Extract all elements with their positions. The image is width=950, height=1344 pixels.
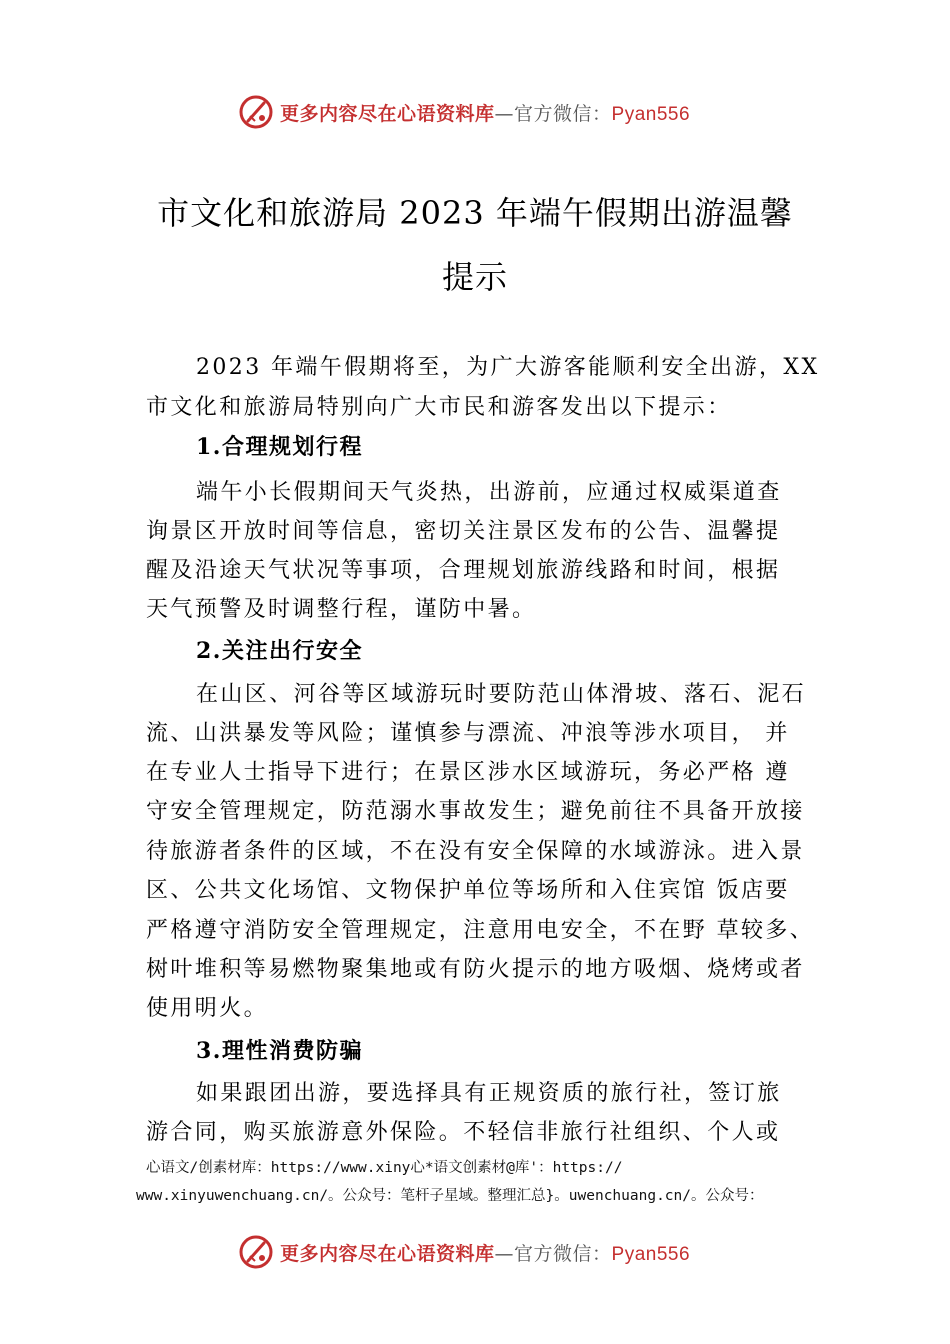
- paragraph-line: 醒及沿途天气状况等事项，合理规划旅游线路和时间，根据: [146, 558, 781, 583]
- banner-prefix: 更多内容尽在心语资料库: [280, 1243, 495, 1265]
- paragraph-line: 询景区开放时间等信息，密切关注景区发布的公告、温馨提: [146, 519, 781, 544]
- paragraph-line: 树叶堆积等易燃物聚集地或有防火提示的地方吸烟、烧烤或者: [146, 957, 805, 982]
- paragraph-line: 在山区、河谷等区域游玩时要防范山体滑坡、落石、泥石: [196, 682, 807, 707]
- intro-line-2: 市文化和旅游局特别向广大市民和游客发出以下提示：: [146, 395, 732, 420]
- paragraph-line: 游合同，购买旅游意外保险。不轻信非旅行社组织、个人或: [146, 1120, 781, 1145]
- pen-logo-icon: [238, 1234, 274, 1270]
- banner-prefix: 更多内容尽在心语资料库: [280, 103, 495, 125]
- paragraph-line: 流、山洪暴发等风险；谨慎参与漂流、冲浪等涉水项目， 并: [146, 721, 790, 746]
- document-title-line-1: 市文化和旅游局 2023 年端午假期出游温馨: [157, 194, 793, 232]
- banner-separator: —官方微信：: [494, 103, 612, 125]
- paragraph-line: 在专业人士指导下进行；在景区涉水区域游玩，务必严格 遵: [146, 760, 790, 785]
- intro-line-1: 2023 年端午假期将至，为广大游客能顺利安全出游，XX: [196, 355, 820, 380]
- banner-separator: —官方微信：: [494, 1243, 612, 1265]
- header-banner: [0, 92, 950, 132]
- paragraph-line: 区、公共文化场馆、文物保护单位等场所和入住宾馆 饭店要: [146, 878, 790, 903]
- paragraph-line: 天气预警及时调整行程，谨防中暑。: [146, 597, 537, 622]
- paragraph-line: 守安全管理规定，防范溺水事故发生；避免前往不具备开放接: [146, 799, 805, 824]
- section-3-heading: 3.理性消费防骗: [196, 1038, 363, 1064]
- paragraph-line: 端午小长假期间天气炎热，出游前，应通过权威渠道查: [196, 480, 782, 505]
- paragraph-line: 如果跟团出游，要选择具有正规资质的旅行社，签订旅: [196, 1081, 782, 1106]
- banner-text: [280, 99, 690, 126]
- footer-banner: [0, 1232, 950, 1272]
- banner-text: [280, 1239, 690, 1266]
- section-2-heading: 2.关注出行安全: [196, 638, 363, 664]
- pen-logo-icon: [238, 94, 274, 130]
- footer-note-line-2: www.xinyuwenchuang.cn/。公众号：笔杆子星域。整理汇总}。uwenchuang.cn/。公众号：: [136, 1188, 764, 1204]
- section-1-heading: 1.合理规划行程: [196, 434, 363, 460]
- document-title-line-2: 提示: [441, 258, 508, 296]
- paragraph-line: 待旅游者条件的区域，不在没有安全保障的水域游泳。进入景: [146, 839, 805, 864]
- paragraph-line: 使用明火。: [146, 996, 269, 1021]
- banner-wechat-id: Pyan556: [611, 1244, 691, 1265]
- paragraph-line: 严格遵守消防安全管理规定，注意用电安全，不在野 草较多、: [146, 918, 815, 943]
- footer-note-line-1: 心语文/创素材库：https://www.xiny心*语文创素材@库'：https://: [146, 1160, 623, 1176]
- banner-wechat-id: Pyan556: [611, 104, 691, 125]
